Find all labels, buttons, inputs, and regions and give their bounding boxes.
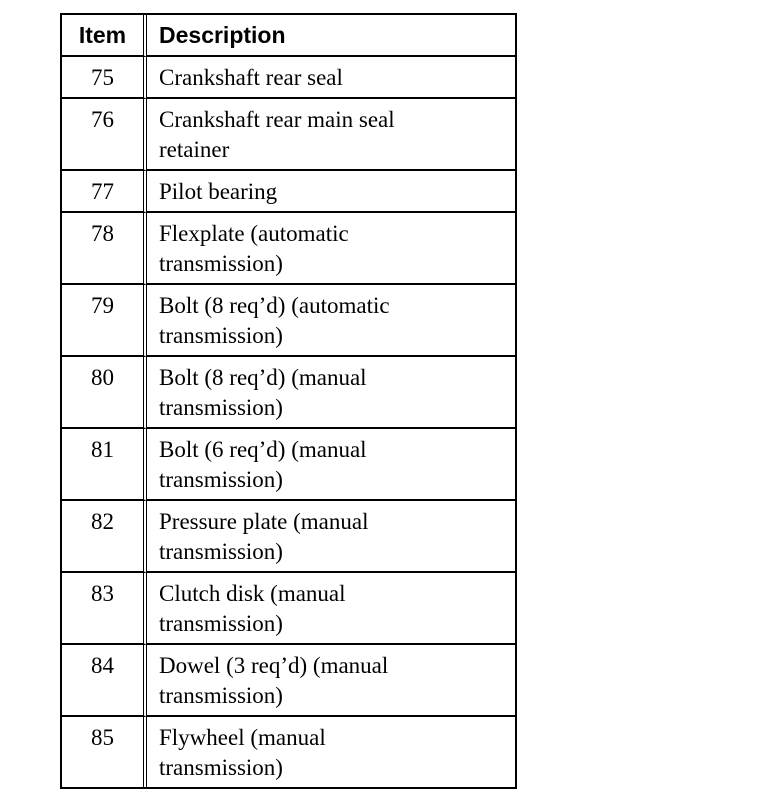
description-line: Flywheel (manual	[159, 725, 326, 750]
item-description	[147, 57, 515, 99]
table-row	[62, 213, 515, 285]
description-line: Bolt (8 req’d) (automatic	[159, 293, 390, 318]
item-number: 78	[62, 213, 147, 285]
description-line: transmission)	[159, 323, 283, 348]
item-description	[147, 171, 515, 213]
item-description	[147, 285, 515, 357]
description-line: transmission)	[159, 755, 283, 780]
description-line: transmission)	[159, 467, 283, 492]
item-number: 83	[62, 573, 147, 645]
item-description	[147, 501, 515, 573]
item-number: 79	[62, 285, 147, 357]
table-row	[62, 645, 515, 717]
description-line: Crankshaft rear seal	[159, 65, 343, 90]
description-line: Flexplate (automatic	[159, 221, 349, 246]
item-description	[147, 357, 515, 429]
item-description	[147, 99, 515, 171]
item-number: 81	[62, 429, 147, 501]
description-line: Clutch disk (manual	[159, 581, 346, 606]
description-line: Pressure plate (manual	[159, 509, 369, 534]
description-line: Crankshaft rear main seal	[159, 107, 395, 132]
item-column-header: Item	[62, 15, 147, 57]
item-number: 76	[62, 99, 147, 171]
table-row	[62, 99, 515, 171]
item-description	[147, 645, 515, 717]
item-number: 84	[62, 645, 147, 717]
item-number: 82	[62, 501, 147, 573]
table-row	[62, 573, 515, 645]
description-line: transmission)	[159, 611, 283, 636]
item-number: 77	[62, 171, 147, 213]
description-line: transmission)	[159, 683, 283, 708]
item-number: 75	[62, 57, 147, 99]
description-line: Dowel (3 req’d) (manual	[159, 653, 389, 678]
description-line: Bolt (8 req’d) (manual	[159, 365, 367, 390]
table-row	[62, 429, 515, 501]
table-row	[62, 171, 515, 213]
description-line: transmission)	[159, 395, 283, 420]
description-column-header: Description	[147, 15, 515, 57]
item-number: 85	[62, 717, 147, 787]
description-line: Pilot bearing	[159, 179, 278, 204]
table-row	[62, 285, 515, 357]
description-line: transmission)	[159, 539, 283, 564]
item-description	[147, 573, 515, 645]
table-row	[62, 57, 515, 99]
item-description	[147, 717, 515, 787]
item-description	[147, 429, 515, 501]
table-row	[62, 501, 515, 573]
item-number: 80	[62, 357, 147, 429]
description-line: retainer	[159, 137, 230, 162]
table-row	[62, 717, 515, 787]
description-line: Bolt (6 req’d) (manual	[159, 437, 367, 462]
item-description	[147, 213, 515, 285]
parts-table	[60, 13, 517, 789]
table-row	[62, 357, 515, 429]
description-line: transmission)	[159, 251, 283, 276]
header-row	[62, 15, 515, 57]
